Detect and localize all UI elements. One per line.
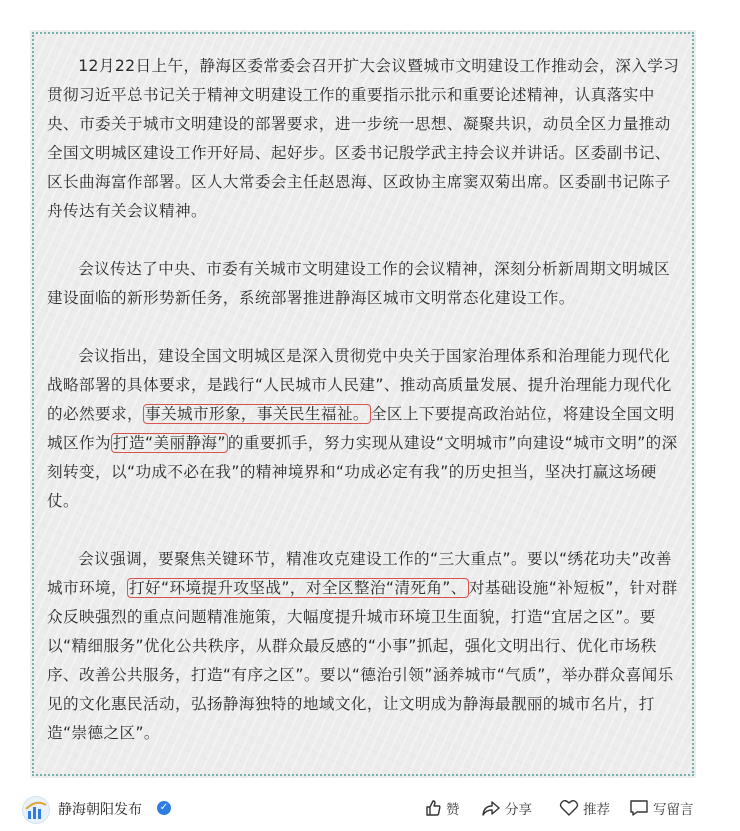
paragraph-text: 会议指出，建设全国文明城区是深入贯彻党中央关于国家治理体系和治理能力现代化战略部署的具体要求，是践行“人民城市人民建”、推动高质量发展、提升治理能力现代化的必然要求， [47,347,672,423]
comment-button[interactable] [629,798,694,818]
highlighted-phrase: 打好“环境提升攻坚战”，对全区整治“清死角”、 [128,579,467,597]
highlighted-phrase: 事关城市形象，事关民生福祉。 [144,405,369,423]
like-label: 赞 [446,802,460,818]
share-icon [481,799,501,817]
account-name[interactable]: 静海朝阳发布 [58,802,142,818]
recommend-button[interactable] [559,798,610,818]
paragraph-text: 对基础设施“补短板”，针对群众反映强烈的重点问题精准施策，大幅度提升城市环境卫生面貌，打造“宜居之区”。要以“精细服务”优化公共秩序，从群众最反感的“小事”抓起，强化文明出行、优化市场秩序、改善公共服务，打造“有序之区”。要以“德治引领”涵养城市“气质”，举办群众喜闻乐见的文化惠民活动，弘扬静海独特的地域文化，让文明成为静海最靓丽的城市名片，打造“崇德之区”。 [47,579,678,742]
like-button[interactable] [424,798,460,818]
comment-icon [629,799,649,817]
article-paragraph [47,52,681,226]
paragraph-text: 会议强调，要聚焦关键环节，精准攻克建设工作的“三大重点”。要以“绣花功夫”改善城市环境， [47,550,672,597]
article-paragraph [47,545,681,748]
thumbs-up-icon [424,799,442,817]
paragraph-text: 的重要抓手，努力实现从建设“文明城市”向建设“城市文明”的深刻转变，以“功成不必在我”的精神境界和“功成必定有我”的历史担当，坚决打赢这场硬仗。 [47,434,678,510]
recommend-label: 推荐 [583,802,610,818]
paragraph-text: 会议传达了中央、市委有关城市文明建设工作的会议精神，深刻分析新周期文明城区建设面临的新形势新任务，系统部署推进静海区城市文明常态化建设工作。 [47,260,670,307]
article-paragraph [47,342,681,516]
share-button[interactable] [481,798,532,818]
article-card [30,30,696,778]
comment-label: 写留言 [653,802,694,818]
article-body [47,52,681,777]
heart-icon [559,799,579,817]
article-paragraph [47,255,681,313]
share-label: 分享 [505,802,532,818]
footer-bar [0,784,740,831]
paragraph-text: 全区上下要提高政治站位，将建设全国文明城区作为 [47,405,675,452]
paragraph-text: 12月22日上午，静海区委常委会召开扩大会议暨城市文明建设工作推动会，深入学习贯彻习近平总书记关于精神文明建设工作的重要指示批示和重要论述精神，认真落实中央、市委关于城市文明建设的部署要求，进一步统一思想、凝聚共识，动员全区力量推动全国文明城区建设工作开好局、起好步。区委书记殷学武主持会议并讲话。区委副书记、区长曲海富作部署。区人大常委会主任赵恩海、区政协主席窦双菊出席。区委副书记陈子舟传达有关会议精神。 [47,57,680,220]
highlighted-phrase: 打造“美丽静海” [112,434,226,452]
account-avatar[interactable] [22,796,50,824]
verified-icon: ✓ [157,801,171,815]
